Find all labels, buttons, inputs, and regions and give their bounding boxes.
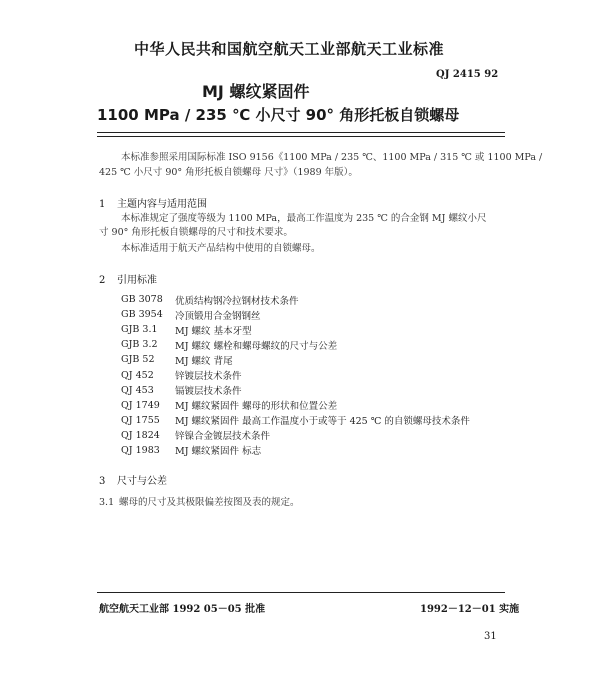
reference-code: QJ 452 (121, 369, 154, 381)
reference-title: MJ 螺纹 背尾 (175, 355, 233, 367)
section-3-heading (99, 472, 167, 487)
reference-code: GB 3078 (121, 294, 163, 306)
reference-title: 冷顶锻用合金钢钢丝 (175, 310, 261, 322)
reference-row (121, 443, 470, 458)
reference-code: GJB 3.1 (121, 324, 158, 336)
section-2-title: 引用标准 (117, 275, 157, 286)
reference-code: GJB 3.2 (121, 339, 158, 351)
section-1-number: 1 (99, 199, 106, 210)
reference-title: MJ 螺纹 基本牙型 (175, 325, 252, 337)
section-1-line-1: 本标准规定了强度等级为 1100 MPa，最高工作温度为 235 ℃ 的合金钢 MJ 螺纹小尺 (121, 213, 487, 224)
approval-line: 航空航天工业部 1992 05－05 批准 (99, 604, 266, 615)
referenced-standards-list (121, 292, 470, 458)
reference-row (121, 292, 470, 307)
reference-code: QJ 1749 (121, 399, 160, 411)
intro-line-1: 本标准参照采用国际标准 ISO 9156《1100 MPa / 235 ℃、1100 MPa / 315 ℃ 或 1100 MPa / (121, 152, 543, 163)
reference-code: QJ 1983 (121, 444, 160, 456)
document-title-line-2: 1100 MPa / 235 ℃ 小尺寸 90° 角形托板自锁螺母 (97, 106, 460, 124)
reference-code: QJ 453 (121, 384, 154, 396)
reference-row (121, 337, 470, 352)
clause-3-1-number: 3.1 (99, 497, 115, 508)
reference-title: MJ 螺纹紧固件 螺母的形状和位置公差 (175, 401, 338, 413)
reference-title: MJ 螺纹 螺栓和螺母螺纹的尺寸与公差 (175, 340, 338, 352)
effective-date-line: 1992－12－01 实施 (420, 604, 520, 615)
section-2-heading (99, 271, 157, 286)
clause-3-1-text: 螺母的尺寸及其极限偏差按图及表的规定。 (119, 497, 300, 508)
section-3-number: 3 (99, 476, 106, 487)
section-3-title: 尺寸与公差 (117, 476, 167, 487)
reference-row (121, 307, 470, 322)
reference-row (121, 322, 470, 337)
reference-title: 锌镍合金镀层技术条件 (175, 431, 271, 443)
reference-row (121, 383, 470, 398)
section-1-line-2: 寸 90° 角形托板自锁螺母的尺寸和技术要求。 (99, 227, 293, 238)
reference-title: MJ 螺纹紧固件 标志 (175, 446, 262, 458)
reference-code: QJ 1755 (121, 414, 160, 426)
reference-row (121, 367, 470, 382)
clause-3-1 (99, 496, 300, 509)
section-2-number: 2 (99, 275, 106, 286)
reference-title: MJ 螺纹紧固件 最高工作温度小于或等于 425 ℃ 的自锁螺母技术条件 (175, 416, 470, 428)
title-rule-top (97, 132, 505, 133)
reference-row (121, 352, 470, 367)
reference-code: GJB 52 (121, 354, 155, 366)
section-1-title: 主题内容与适用范围 (117, 199, 207, 210)
page-number: 31 (484, 631, 497, 642)
section-1-line-3: 本标准适用于航天产品结构中使用的自锁螺母。 (121, 243, 321, 254)
reference-code: GB 3954 (121, 309, 163, 321)
section-1-heading (99, 195, 207, 210)
reference-title: 优质结构钢冷拉钢材技术条件 (175, 295, 299, 307)
reference-row (121, 428, 470, 443)
issuing-organization: 中华人民共和国航空航天工业部航天工业标准 (134, 40, 445, 58)
footer-rule (97, 592, 505, 593)
reference-row (121, 413, 470, 428)
reference-title: 锌镀层技术条件 (175, 371, 242, 383)
standard-number: QJ 2415 92 (436, 69, 499, 80)
reference-row (121, 398, 470, 413)
reference-title: 镉镀层技术条件 (175, 386, 242, 398)
document-title-line-1: MJ 螺纹紧固件 (202, 82, 310, 101)
title-rule-bottom (97, 136, 505, 137)
reference-code: QJ 1824 (121, 429, 160, 441)
intro-line-2: 425 ℃ 小尺寸 90° 角形托板自锁螺母 尺寸》（1989 年版）。 (99, 167, 358, 178)
